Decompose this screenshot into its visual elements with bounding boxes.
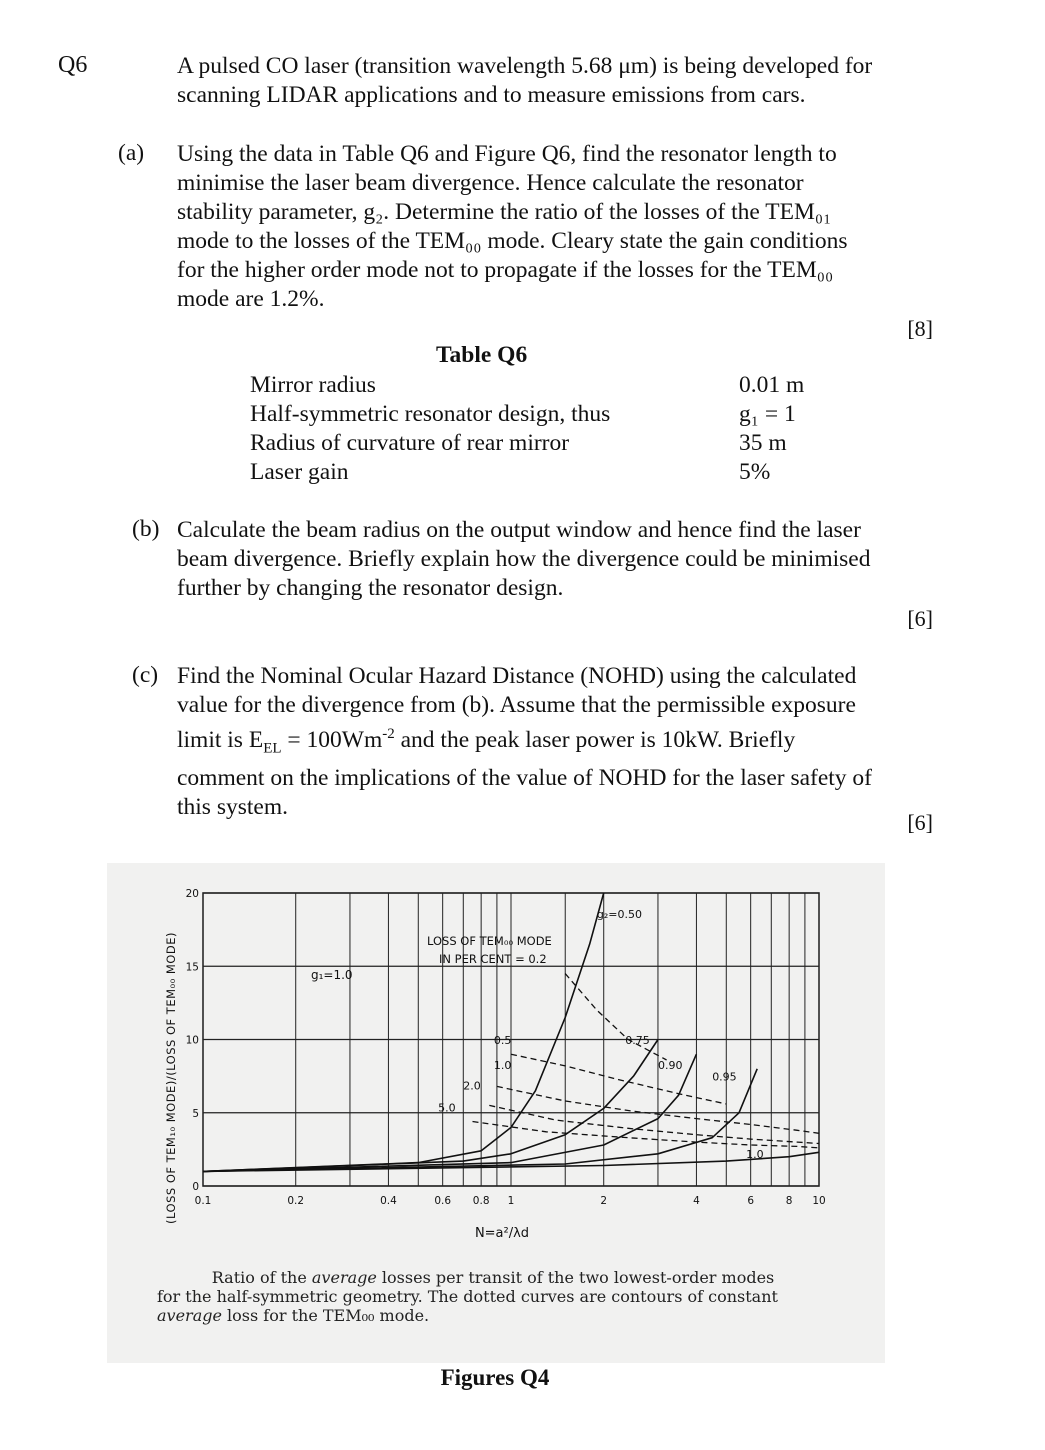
- y-tick-label: 0: [192, 1181, 199, 1193]
- part-c-label: (c): [132, 662, 159, 688]
- part-a-text: [177, 140, 967, 314]
- curve-label: 1.0: [746, 1148, 764, 1162]
- part-b-label: (b): [132, 516, 160, 542]
- part-a-line: for the higher order mode not to propagate if the losses for the TEM₀₀: [177, 257, 834, 283]
- table-key: Half-symmetric resonator design, thus: [250, 401, 611, 427]
- x-tick-label: 0.8: [472, 1195, 490, 1207]
- x-tick-label: 0.2: [287, 1195, 305, 1207]
- part-c-line: Find the Nominal Ocular Hazard Distance (NOHD) using the calculated: [177, 663, 857, 689]
- curve-label: 0.90: [657, 1058, 683, 1072]
- y-tick-label: 20: [185, 888, 199, 900]
- curve-label: 0.5: [493, 1033, 512, 1047]
- part-a-line: Using the data in Table Q6 and Figure Q6, find the resonator length to: [177, 141, 837, 167]
- part-a-line: mode are 1.2%.: [177, 286, 325, 312]
- part-a-line: mode to the losses of the TEM₀₀ mode. Cleary state the gain conditions: [177, 228, 848, 254]
- caption-line: for the half-symmetric geometry. The dotted curves are contours of constant: [157, 1287, 778, 1306]
- part-c-text-segment: limit is E: [177, 726, 264, 753]
- part-b-line: Calculate the beam radius on the output window and hence find the laser: [177, 517, 861, 543]
- part-b-line: beam divergence. Briefly explain how the divergence could be minimised: [177, 546, 871, 572]
- caption-segment: Ratio of the: [211, 1268, 312, 1287]
- dotted-curve: [473, 1122, 820, 1148]
- intro-line: scanning LIDAR applications and to measure emissions from cars.: [177, 82, 806, 108]
- intro-line: A pulsed CO laser (transition wavelength 5.68 μm) is being developed for: [177, 53, 873, 79]
- y-tick-label: 15: [185, 961, 199, 974]
- dotted-curve: [489, 1105, 819, 1143]
- part-c-line: comment on the implications of the value of NOHD for the laser safety of: [177, 764, 873, 791]
- part-b-text: [177, 516, 967, 603]
- part-c-line: value for the divergence from (b). Assume that the permissible exposure: [177, 692, 856, 718]
- caption-emphasis: average: [157, 1306, 222, 1325]
- part-b-line: further by changing the resonator design.: [177, 575, 564, 601]
- table-value: g₁ = 1: [739, 401, 796, 427]
- part-a-label: (a): [118, 140, 145, 166]
- caption-line: [157, 1306, 829, 1325]
- part-c-marks: [6]: [907, 810, 933, 835]
- table-value: 5%: [739, 459, 771, 485]
- solid-curve: [203, 1040, 658, 1172]
- el-subscript: EL: [263, 740, 282, 757]
- table-value: 35 m: [739, 430, 787, 456]
- part-c-text-segment: = 100Wm: [281, 726, 383, 753]
- curve-label: 2.0: [463, 1079, 481, 1093]
- part-a-line: stability parameter, g₂. Determine the ratio of the losses of the TEM₀₁: [177, 199, 832, 225]
- x-tick-label: 0.4: [380, 1195, 397, 1207]
- y-tick-label: 10: [185, 1034, 199, 1047]
- x-tick-label: 4: [693, 1195, 700, 1207]
- question-number: Q6: [58, 52, 88, 78]
- table-row: [250, 371, 850, 400]
- curve-label: 0.75: [625, 1033, 650, 1047]
- y-axis-label: (LOSS OF TEM₁₀ MODE)/(LOSS OF TEM₀₀ MODE): [164, 932, 178, 1224]
- curve-label: 1.0: [493, 1058, 512, 1072]
- table-value: 0.01 m: [739, 372, 805, 398]
- x-axis-label: N=a²/λd: [474, 1226, 530, 1241]
- x-tick-label: 8: [785, 1195, 793, 1207]
- table-key: Radius of curvature of rear mirror: [250, 430, 570, 456]
- x-tick-label: 0.1: [194, 1195, 212, 1207]
- part-c-line: this system.: [177, 793, 288, 820]
- table-row: [250, 429, 850, 458]
- figure-title: Figures Q4: [440, 1365, 550, 1390]
- question-intro: [177, 52, 967, 110]
- figure-caption: [157, 1268, 829, 1325]
- curve-label: 5.0: [438, 1101, 456, 1115]
- table-title: Table Q6: [436, 342, 528, 368]
- loss-annotation-line2: IN PER CENT = 0.2: [439, 952, 547, 966]
- x-tick-label: 1: [507, 1195, 515, 1207]
- g1-annotation: g₁=1.0: [311, 968, 353, 982]
- loss-annotation-line1: LOSS OF TEM₀₀ MODE: [427, 934, 552, 948]
- part-c-text: [177, 662, 967, 822]
- table-row: [250, 400, 850, 429]
- table-row: [250, 458, 850, 487]
- part-c-line: [177, 720, 967, 764]
- caption-emphasis: average: [311, 1268, 377, 1287]
- caption-line: [157, 1268, 829, 1287]
- caption-segment: loss for the TEM₀₀ mode.: [221, 1306, 430, 1325]
- table-key: Mirror radius: [250, 372, 376, 398]
- dotted-curve: [565, 974, 666, 1060]
- caption-segment: losses per transit of the two lowest-order modes: [376, 1268, 775, 1287]
- part-c-text-segment: and the peak laser power is 10kW. Briefly: [394, 726, 796, 753]
- unit-superscript: -2: [382, 726, 395, 742]
- part-a-marks: [8]: [907, 316, 933, 341]
- curve-label: 0.95: [712, 1070, 737, 1084]
- curve-label: g₂=0.50: [596, 907, 642, 921]
- x-tick-label: 2: [600, 1195, 608, 1207]
- table-key: Laser gain: [250, 459, 349, 485]
- x-tick-label: 10: [812, 1195, 826, 1207]
- x-tick-label: 0.6: [434, 1195, 452, 1207]
- part-b-marks: [6]: [907, 606, 933, 631]
- y-tick-label: 5: [192, 1107, 199, 1120]
- loss-ratio-chart: [107, 863, 885, 1263]
- part-a-line: minimise the laser beam divergence. Hence calculate the resonator: [177, 170, 804, 196]
- x-tick-label: 6: [747, 1195, 755, 1207]
